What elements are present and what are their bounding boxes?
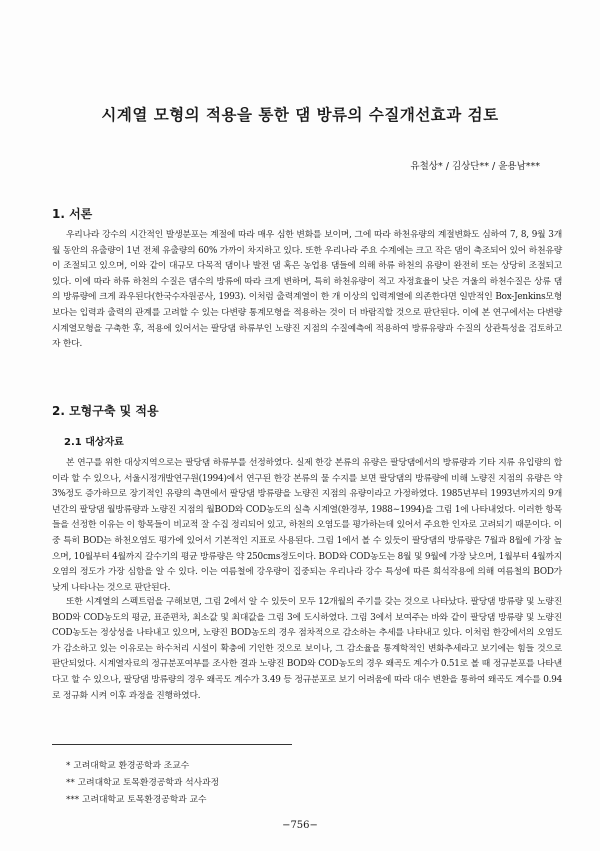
- data-paragraph-1: 본 연구를 위한 대상지역으로는 팔당댐 하류부를 선정하였다. 실제 한강 본류의 유량은 팔당댐에서의 방류량과 기타 지류 유입량의 합이라 할 수 있으나, 서울시정개발연구원(1994)에서 연구된 한강 본류의 물 수지를 보면 팔당댐의 방류량에 비해 노량진 지점의 유량은 약 3%정도 증가하므로 장기적인 유량의 측면에서 팔당댐 방류량을 노량진 지점의 유량이라고 가정하였다. 1985년부터 1993년까지의 9개년간의 팔당댐 월방류량과 노량진 지점의 월BOD와 COD농도의 실측 시계열(환경부, 1988∼1994)을 그림 1에 나타내었다. 이러한 항목들을 선정한 이유는 이 항목들이 비교적 잘 수집 정리되어 있고, 하천의 오염도를 평가하는데 있어서 주요한 인자로 고려되기 때문이다. 이중 특히 BOD는 하천오염도 평가에 있어서 기본적인 지표로 사용된다. 그림 1에서 볼 수 있듯이 팔당댐의 방류량은 7월과 8월에 가장 높으며, 10월부터 4월까지 갈수기의 평균 방류량은 약 250cms정도이다. BOD와 COD농도는 8월 및 9월에 가장 낮으며, 1월부터 4월까지 오염의 정도가 가장 심함을 알 수 있다. 이는 여름철에 강우량이 집중되는 우리나라 강수 특성에 따른 희석작용에 의해 여름철의 BOD가 낮게 나타나는 것으로 판단된다.: [52, 458, 562, 593]
- footnote-2: ** 고려대학교 토목환경공학과 석사과정: [66, 778, 220, 788]
- paper-title: 시계열 모형의 적용을 통한 댐 방류의 수질개선효과 검토: [101, 106, 499, 124]
- data-paragraph-2: 또한 시계열의 스펙트럼을 구해보면, 그림 2에서 알 수 있듯이 모두 12개월의 주기를 갖는 것으로 나타났다. 팔당댐 방류량 및 노량진 BOD와 COD농도의 평균, 표준편차, 최소값 및 최대값을 그림 3에 도시하였다. 그림 3에서 보여주는 바와 같이 팔당댐 방류량 및 노량진 COD농도는 정상성을 나타내고 있으며, 노량진 BOD농도의 경우 점차적으로 감소하는 추세를 나타내고 있다. 이처럼 한강에서의 오염도가 감소하고 있는 이유로는 하수처리 시설이 확충에 기인한 것으로 보이나, 그 감소율을 통계학적인 변화추세라고 보기에는 힘들 것으로 판단되었다. 시계열자료의 정규분포여부를 조사한 결과 노량진 BOD와 COD농도의 경우 왜곡도 계수가 0.51로 볼 때 정규분포를 나타낸다고 할 수 있으나, 팔당댐 방류량의 경우 왜곡도 계수가 3.49 등 정규분포로 보기 어려움에 따라 대수 변환을 통하여 왜곡도 계수를 0.94로 정규화 시켜 이후 과정을 진행하였다.: [52, 597, 562, 701]
- intro-paragraph: 우리나라 강수의 시간적인 발생분포는 계절에 따라 매우 심한 변화를 보이며, 그에 따라 하천유량의 계절변화도 심하여 7, 8, 9월 3개월 동안의 유출량이 1년 전체 유출량의 60% 가까이 차지하고 있다. 또한 우리나라 주요 수계에는 크고 작은 댐이 축조되어 있어 하천유량이 조절되고 있으며, 이와 같이 대규모 다목적 댐이나 발전 댐 혹은 농업용 댐들에 의해 하류 하천의 유량이 완전히 또는 상당히 조절되고 있다. 이에 따라 하류 하천의 수질은 댐수의 방류에 따라 크게 변하며, 특히 하천유량이 적고 자정효율이 낮은 겨울의 하천수질은 상류 댐의 방류량에 크게 좌우된다(한국수자원공사, 1993). 이처럼 출력계열이 한 개 이상의 입력계열에 의존한다면 일반적인 Box-Jenkins모형보다는 입력과 출력의 관계를 고려할 수 있는 다변량 통계모형을 적용하는 것이 더 바람직할 것으로 판단된다. 이에 본 연구에서는 다변량 시계열모형을 구축한 후, 적용에 있어서는 팔당댐 하류부인 노량진 지점의 수질예측에 적용하여 방류유량과 수질의 상관특성을 검토하고자 한다.: [52, 230, 562, 350]
- page-number: −756−: [282, 820, 318, 831]
- footnotes: [66, 758, 219, 809]
- footnote-1: * 고려대학교 환경공학과 조교수: [66, 761, 190, 771]
- section-heading-introduction: 1. 서론: [52, 207, 93, 221]
- footnote-divider: [52, 744, 292, 745]
- paper-authors: 유철상* / 김상단** / 윤용남***: [410, 161, 540, 172]
- subsection-heading-data: 2.1 대상자료: [64, 437, 124, 448]
- section-heading-model: 2. 모형구축 및 적용: [52, 404, 159, 418]
- footnote-3: *** 고려대학교 토목환경공학과 교수: [66, 795, 207, 805]
